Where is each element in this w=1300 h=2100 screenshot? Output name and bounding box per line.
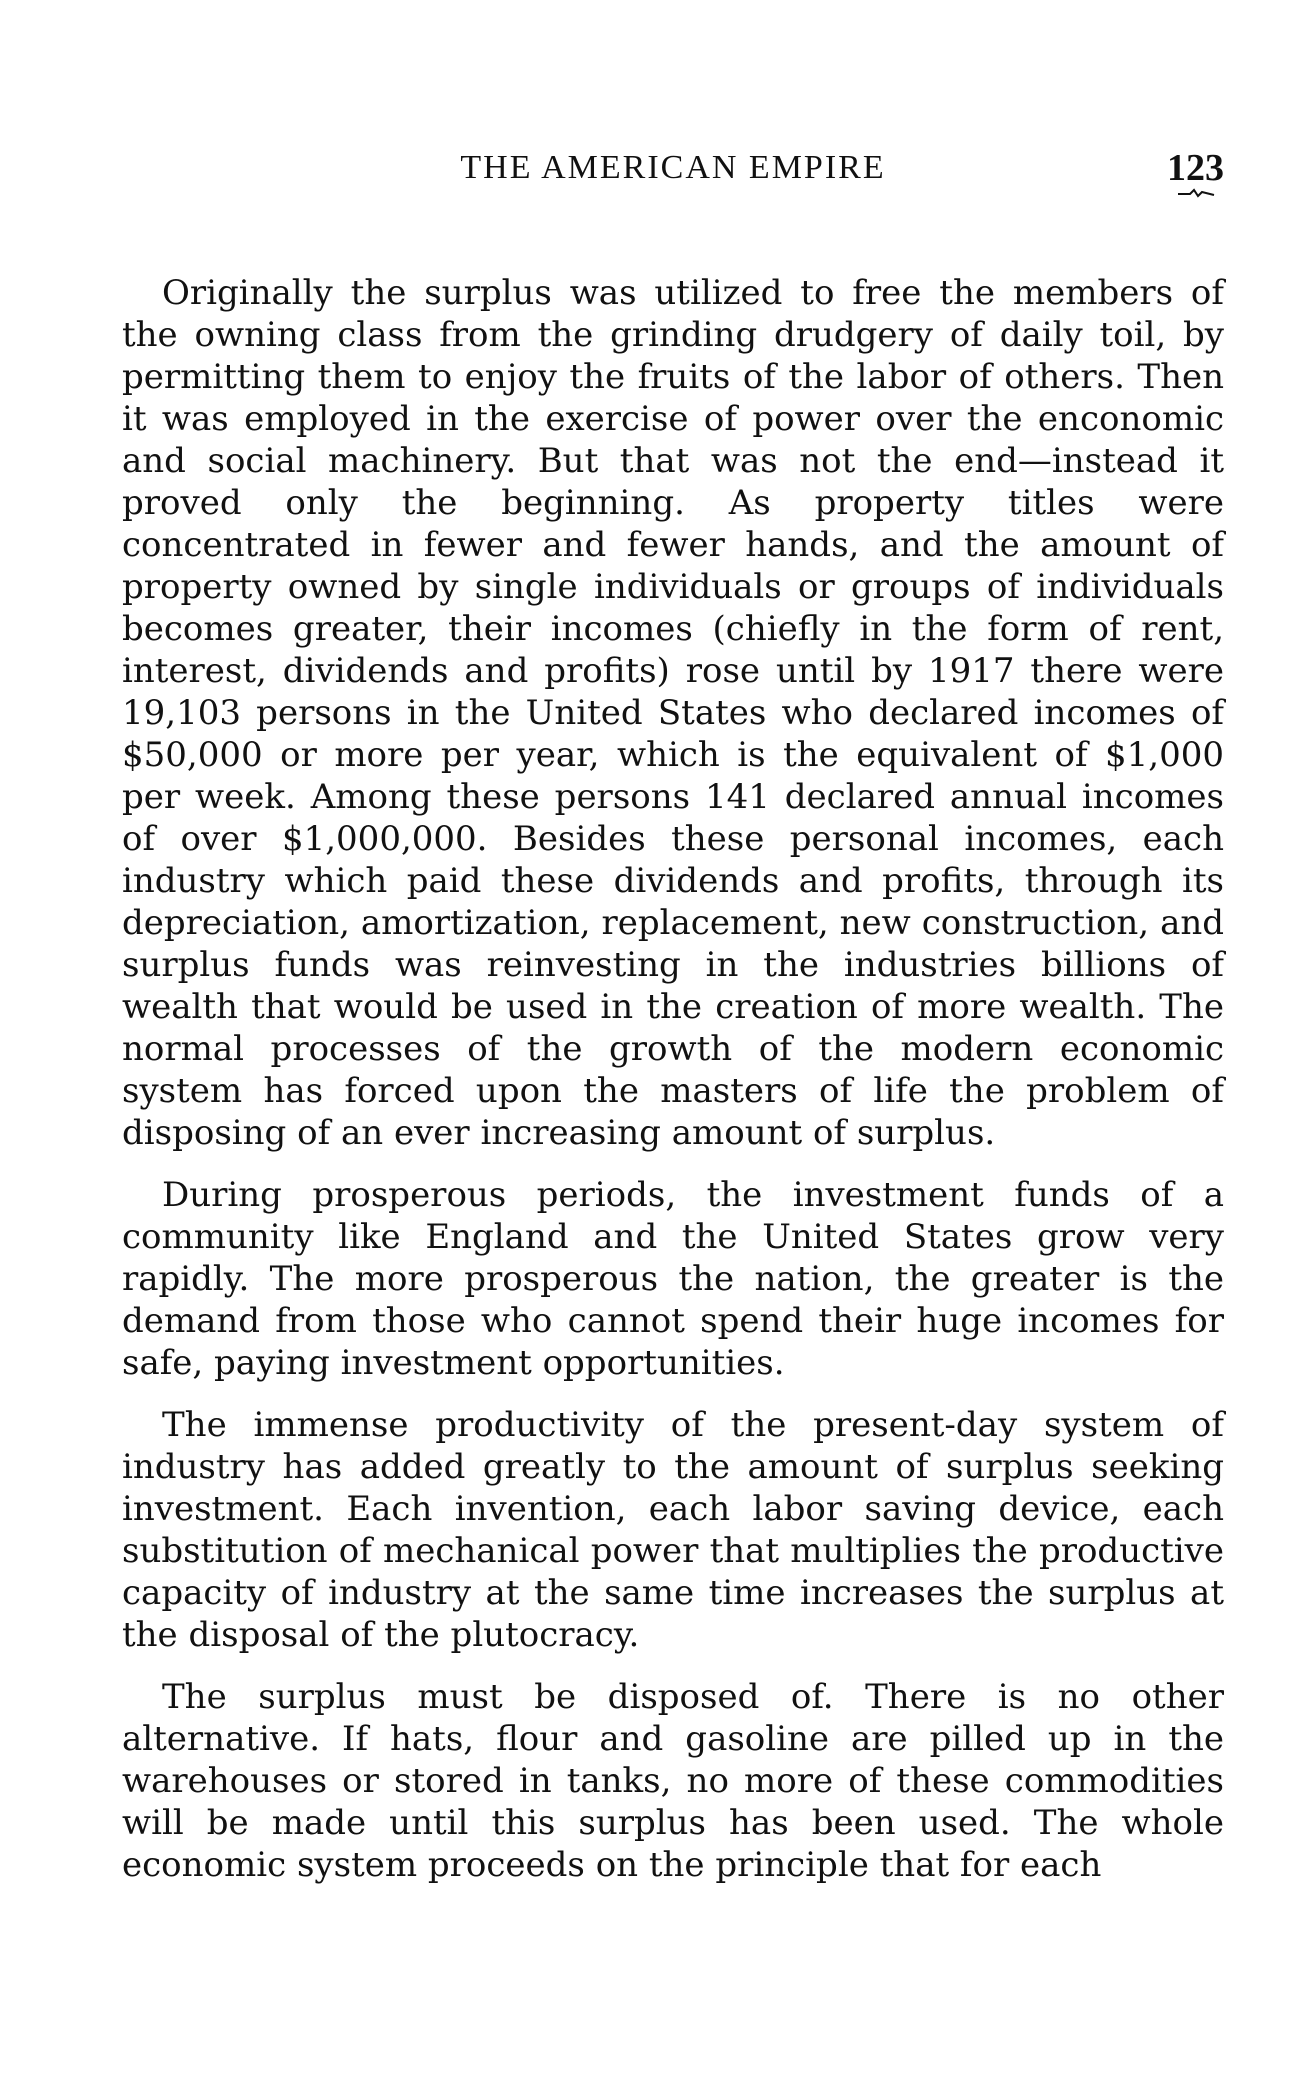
paragraph-4: The surplus must be disposed of. There is no other alternative. If hats, flour and gasoline are pilled up in the warehouses or stored in tanks, no more of these commodities will be made until this surplus has been used. The whole economic system proceeds on the principle that for each <box>122 1677 1224 1885</box>
paragraph-1: Originally the surplus was utilized to free the members of the owning class from the grinding drudgery of daily toil, by permitting them to enjoy the fruits of the labor of others. Then it was employed in the exercise of power over the enconomic and social machinery. But that was not the end—instead it proved only the beginning. As property titles were concentrated in fewer and fewer hands, and the amount of property owned by single individuals or groups of individuals becomes greater, their incomes (chiefly in the form of rent, interest, dividends and profits) rose until by 1917 there were 19,103 persons in the United States who declared incomes of $50,000 or more per year, which is the equivalent of $1,000 per week. Among these persons 141 declared annual incomes of over $1,000,000. Besides these personal incomes, each industry which paid these dividends and profits, through its depreciation, amortization, replacement, new construction, and surplus funds was reinvesting in the industries billions of wealth that would be used in the creation of more wealth. The normal processes of the growth of the modern economic system has forced upon the masters of life the problem of disposing of an ever increasing amount of surplus. <box>122 273 1224 1153</box>
body-text <box>122 272 1224 1886</box>
paragraph-2: During prosperous periods, the investment funds of a community like England and the United States grow very rapidly. The more prosperous the nation, the greater is the demand from those who cannot spend their huge incomes for safe, paying investment opportunities. <box>122 1175 1224 1383</box>
running-header <box>122 148 1224 198</box>
paragraph-3: The immense productivity of the present-day system of industry has added greatly to the amount of surplus seeking investment. Each invention, each labor saving device, each substitution of mechanical power that multiplies the productive capacity of industry at the same time increases the surplus at the disposal of the plutocracy. <box>122 1405 1224 1655</box>
running-title: THE AMERICAN EMPIRE <box>460 149 886 186</box>
page-number: 123 <box>1167 147 1224 189</box>
printer-ornament-icon <box>1176 188 1216 198</box>
